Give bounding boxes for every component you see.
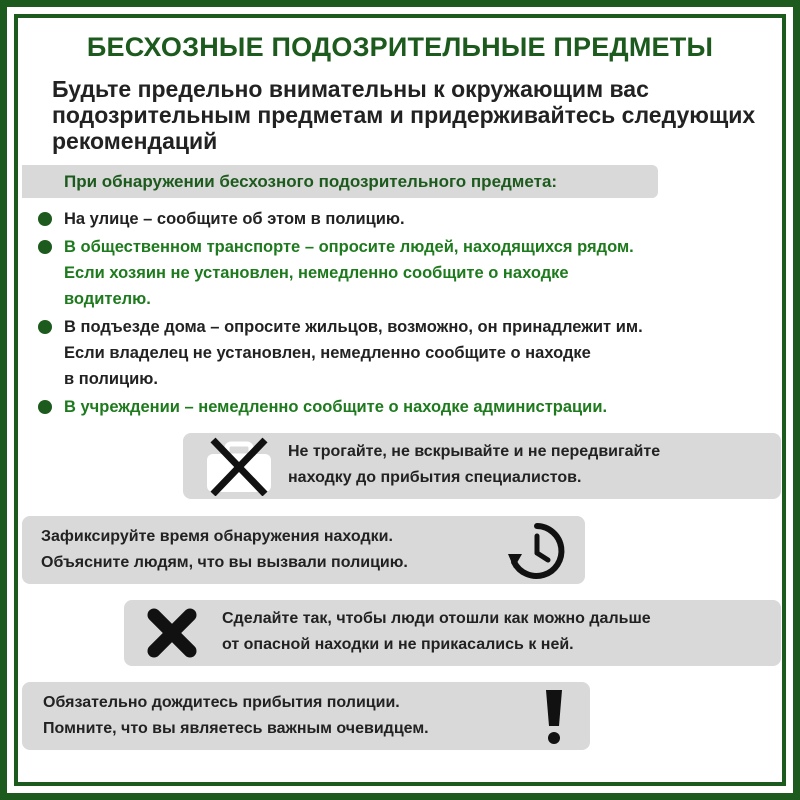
- clock-icon: [506, 520, 568, 582]
- tip-box-wait-police: [22, 682, 590, 750]
- tip-box-record-time: [22, 516, 585, 584]
- list-item-line: В общественном транспорте – опросите людей, находящихся рядом.: [64, 238, 634, 256]
- list-item-line: Если хозяин не установлен, немедленно сообщите о находке: [64, 264, 569, 282]
- tip-line: Зафиксируйте время обнаружения находки.: [41, 528, 393, 545]
- intro-text: Будьте предельно внимательны к окружающим вас подозрительным предметам и придерживайтесь следующих рекомендаций: [52, 76, 756, 154]
- tip-line: Сделайте так, чтобы люди отошли как можно дальше: [222, 610, 651, 627]
- tip-line: Не трогайте, не вскрывайте и не передвигайте: [288, 443, 661, 460]
- tip-line: от опасной находки и не прикасались к ней.: [222, 636, 574, 653]
- tip-line: Обязательно дождитесь прибытия полиции.: [43, 694, 400, 711]
- tip-box-move-away: [124, 600, 781, 666]
- list-item: [38, 206, 788, 232]
- poster-title: БЕСХОЗНЫЕ ПОДОЗРИТЕЛЬНЫЕ ПРЕДМЕТЫ: [86, 32, 714, 62]
- cross-icon: [146, 608, 198, 658]
- bullet-icon: [38, 240, 52, 254]
- recommendation-list: [38, 206, 788, 422]
- list-item-line: В учреждении – немедленно сообщите о находке администрации.: [64, 398, 608, 416]
- list-item-line: На улице – сообщите об этом в полицию.: [64, 210, 405, 228]
- crossed-bag-icon: [197, 436, 281, 496]
- list-item: [38, 314, 788, 392]
- bullet-icon: [38, 212, 52, 226]
- list-item-line: в полицию.: [64, 370, 158, 388]
- tip-box-do-not-touch: [183, 433, 781, 499]
- tip-line: находку до прибытия специалистов.: [288, 469, 582, 486]
- list-item-line: водителю.: [64, 290, 151, 308]
- list-item: [38, 234, 788, 312]
- exclamation-icon: [540, 688, 568, 746]
- tip-line: Объясните людям, что вы вызвали полицию.: [41, 554, 408, 571]
- tip-line: Помните, что вы являетесь важным очевидцем.: [43, 720, 429, 737]
- section-bar-text: При обнаружении бесхозного подозрительного предмета:: [64, 172, 558, 191]
- bullet-icon: [38, 320, 52, 334]
- section-bar: [22, 165, 658, 198]
- list-item-line: Если владелец не установлен, немедленно сообщите о находке: [64, 344, 591, 362]
- bullet-icon: [38, 400, 52, 414]
- list-item-line: В подъезде дома – опросите жильцов, возможно, он принадлежит им.: [64, 318, 643, 336]
- list-item: [38, 394, 788, 420]
